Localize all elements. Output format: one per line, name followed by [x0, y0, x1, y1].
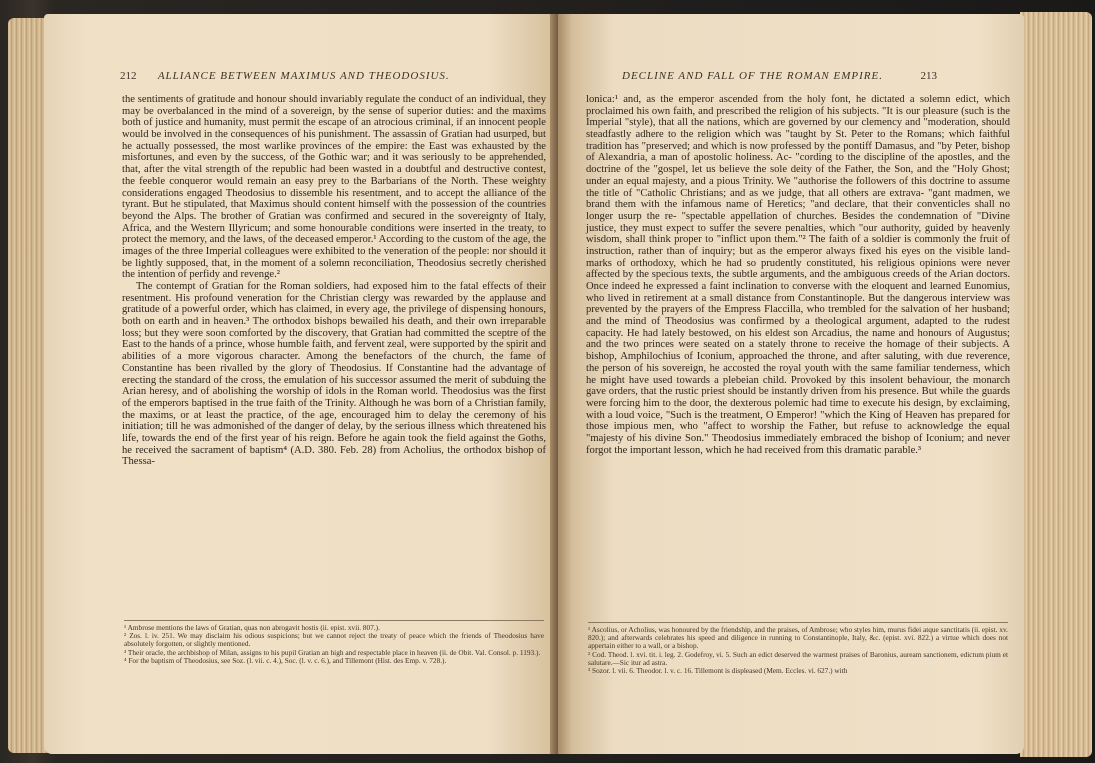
- right-body: [586, 94, 1010, 456]
- left-body: [122, 94, 546, 468]
- right-footnote-1: ¹ Ascolius, or Acholius, was honoured by the friendship, and the praises, of Ambrose; who styles him, murus fidei atque sanctitatis (ii. epist. xv. 820.); and afterwards celebrates his speed and diligence in running to Constantinople, Italy, &c. (epist. xvi. 822.) a virtue which does not appertain either to a wall, or a bishop.: [588, 625, 1008, 651]
- right-page-number: 213: [920, 70, 937, 82]
- right-footnote-3: ³ Sozor. l. vii. 6. Theodor. l. v. c. 16. Tillemont is displeased (Mem. Eccles. vi. 627.) with: [588, 666, 848, 676]
- right-footnote-2: ² Cod. Theod. l. xvi. tit. i. leg. 2. Godefroy, vi. 5. Such an edict deserved the warmest praises of Baronius, auream sanctionem, edictum pium et salutare.—Sic itur ad astra.: [588, 649, 1008, 667]
- left-footnote-4: ⁴ For the baptism of Theodosius, see Soz. (l. vii. c. 4.), Soc. (l. v. c. 6.), and Tillemont (Hist. des Emp. v. 728.).: [124, 655, 447, 665]
- left-page-edges: [8, 18, 48, 753]
- right-page-edges: [1020, 12, 1092, 757]
- left-footnote-rule: [124, 620, 544, 621]
- left-running-head: [120, 70, 450, 82]
- left-footnotes: [124, 624, 544, 665]
- right-page: [558, 14, 1024, 754]
- right-footnote-rule: [588, 622, 1008, 623]
- left-footnote-3: ³ Their oracle, the archbishop of Milan, assigns to his pupil Gratian an high and respectable place in heaven (ii. de Obit. Val. Consol. p. 1193.).: [124, 647, 541, 657]
- left-footnote-2: ² Zos. l. iv. 251. We may disclaim his odious suspicions; but we cannot reject the treaty of peace which the friends of Theodosius have absolutely forgotten, or slightly mentioned.: [124, 631, 544, 649]
- right-footnotes: [588, 626, 1008, 675]
- left-footnote-1: ¹ Ambrose mentions the laws of Gratian, quas non abrogavit hostis (ii. epist. xvii. 807.).: [124, 623, 380, 632]
- right-running-head: [622, 70, 937, 82]
- right-running-title: DECLINE AND FALL OF THE ROMAN EMPIRE.: [622, 70, 883, 82]
- left-page: [44, 14, 564, 754]
- left-running-title: ALLIANCE BETWEEN MAXIMUS AND THEODOSIUS.: [157, 70, 450, 82]
- left-page-number: 212: [120, 70, 137, 82]
- right-paragraph-1: lonica:¹ and, as the emperor ascended from the holy font, he dictated a solemn edict, which proclaimed his own faith, and prescribed the religion of his subjects. "It is our pleasure (such is the Imperial "style), that all the nations, which are governed by our clemency and "moderation, should steadfastly adhere to the religion which was "taught by St. Peter to the Romans; which faithful tradition has "preserved; and which is now professed by the pontiff Damasus, and "by Peter, bishop of Alexandria, a man of apostolic holiness. Ac- "cording to the discipline of the apostles, and the doctrine of the "gospel, let us believe the sole deity of the Father, the Son, and the "Holy Ghost; under an equal majesty, and a pious Trinity. We "authorise the followers of this doctrine to assume the title of "Catholic Christians; and as we judge, that all others are extrava- "gant madmen, we brand them with the infamous name of Heretics; "and declare, that their conventicles shall no longer usurp the re- "spectable appellation of churches. Besides the condemnation of "Divine justice, they must expect to suffer the severe penalties, which "our authority, guided by heavenly wisdom, shall think proper to "inflict upon them."² The faith of a soldier is commonly the fruit of instruction, rather than of inquiry; but as the emperor always fixed his eyes on the visible land-marks of orthodoxy, which he had so prudently constituted, his religious opinions were never affected by the specious texts, the subtle arguments, and the ambiguous creeds of the Arian doctors. Once indeed he expressed a faint inclination to converse with the eloquent and learned Eunomius, who lived in retirement at a small distance from Constantinople. But the dangerous interview was prevented by the prayers of the Empress Flaccilla, who trembled for the salvation of her husband; and the mind of Theodosius was confirmed by a theological argument, adapted to the rudest capacity. He had lately bestowed, on his eldest son Arcadius, the name and honours of Augustus; and the two princes were seated on a stately throne to receive the homage of their subjects. A bishop, Amphilochius of Iconium, approached the throne, and after saluting, with due reverence, the person of his sovereign, he accosted the royal youth with the same familiar tenderness, which he might have used towards a plebeian child. Provoked by this insolent behaviour, the monarch gave orders, that the rustic priest should be instantly driven from his presence. But while the guards were forcing him to the door, the dexterous polemic had time to execute his design, by exclaiming, with a loud voice, "Such is the treatment, O Emperor! "which the King of Heaven has prepared for those impious men, who "affect to worship the Father, but refuse to acknowledge the equal "majesty of his divine Son." Theodosius immediately embraced the bishop of Iconium; and never forgot the important lesson, which he had received from this dramatic parable.³: [586, 94, 1010, 456]
- left-paragraph-1: the sentiments of gratitude and honour should invariably regulate the conduct of an individual, they may be overbalanced in the mind of a sovereign, by the sense of superior duties: and the maxims both of justice and humanity, must permit the escape of an atrocious criminal, if an innocent people would be involved in the consequences of his punishment. The assassin of Gratian had usurped, but he actually possessed, the most warlike provinces of the empire: the East was exhausted by the misfortunes, and even by the success, of the Gothic war; and it was seriously to be apprehended, that, after the vital strength of the republic had been wasted in a doubtful and destructive contest, the feeble conqueror would remain an easy prey to the Barbarians of the North. These weighty considerations engaged Theodosius to dissemble his resentment, and to accept the alliance of the tyrant. But he stipulated, that Maximus should content himself with the possession of the countries beyond the Alps. The brother of Gratian was confirmed and secured in the sovereignty of Italy, Africa, and the Western Illyricum; and some honourable conditions were inserted in the treaty, to protect the memory, and the laws, of the deceased emperor.¹ According to the custom of the age, the images of the three Imperial colleagues were exhibited to the veneration of the people: nor should it be lightly supposed, that, in the moment of a solemn reconciliation, Theodosius secretly cherished the intention of perfidy and revenge.²: [122, 94, 546, 281]
- left-paragraph-2: The contempt of Gratian for the Roman soldiers, had exposed him to the fatal effects of their resentment. His profound veneration for the Christian clergy was rewarded by the applause and gratitude of a powerful order, which has claimed, in every age, the privilege of dispensing honours, both on earth and in heaven.³ The orthodox bishops bewailed his death, and their own irreparable loss; but they were soon comforted by the discovery, that Gratian had committed the sceptre of the East to the hands of a prince, whose humble faith, and fervent zeal, were supported by the spirit and abilities of a more vigorous character. Among the benefactors of the church, the fame of Constantine has been rivalled by the glory of Theodosius. If Constantine had the advantage of erecting the standard of the cross, the emulation of his successor assumed the merit of subduing the Arian heresy, and of abolishing the worship of idols in the Roman world. Theodosius was the first of the emperors baptised in the true faith of the Trinity. Although he was born of a Christian family, the maxims, or at least the practice, of the age, encouraged him to delay the ceremony of his initiation; till he was admonished of the danger of delay, by the serious illness which threatened his life, towards the end of the first year of his reign. Before he again took the field against the Goths, he received the sacrament of baptism⁴ (A.D. 380. Feb. 28) from Acholius, the orthodox bishop of Thessa-: [122, 281, 546, 468]
